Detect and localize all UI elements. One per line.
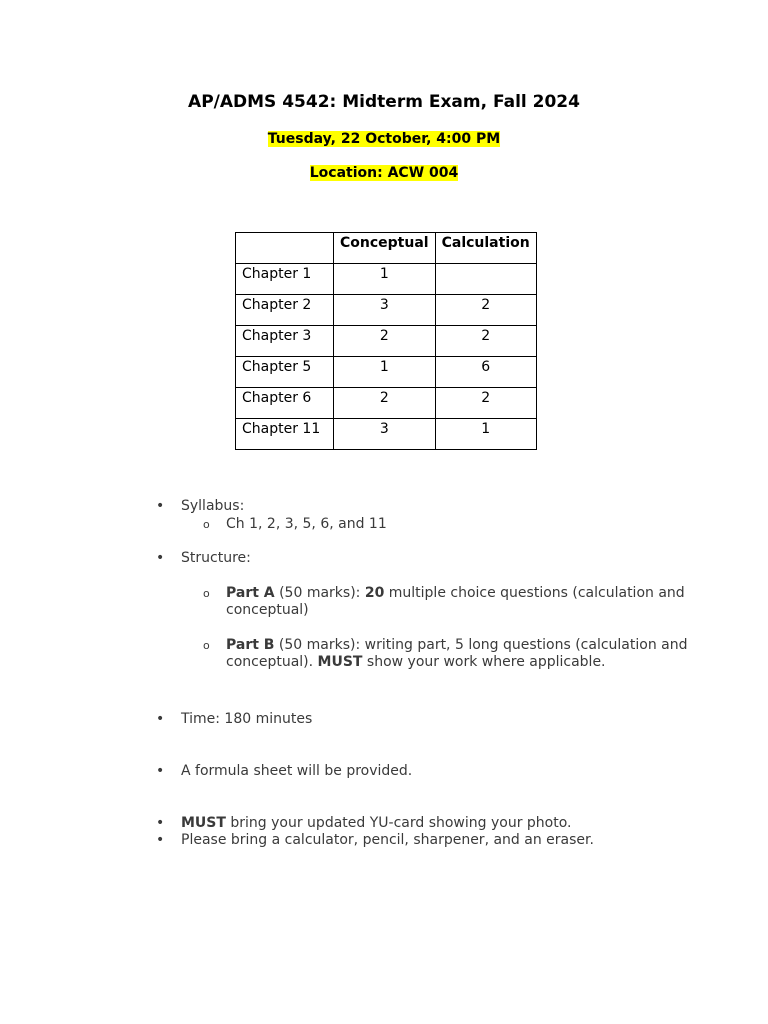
yucard-text bbox=[181, 815, 572, 832]
table-header-blank bbox=[236, 233, 334, 264]
table-cell-conceptual: 3 bbox=[334, 419, 436, 450]
table-cell-chapter: Chapter 11 bbox=[236, 419, 334, 450]
table-cell-calculation: 6 bbox=[435, 357, 536, 388]
table-row bbox=[236, 295, 537, 326]
formula-text: A formula sheet will be provided. bbox=[181, 763, 413, 779]
bullet-dot-icon: • bbox=[156, 832, 165, 848]
table-row bbox=[236, 388, 537, 419]
exam-title: AP/ADMS 4542: Midterm Exam, Fall 2024 bbox=[188, 92, 580, 112]
syllabus-label: Syllabus: bbox=[181, 498, 245, 514]
table-cell-calculation bbox=[435, 264, 536, 295]
sub-bullet-circle-icon: o bbox=[203, 587, 210, 600]
part-a-name: Part A bbox=[226, 585, 275, 601]
table-cell-chapter: Chapter 5 bbox=[236, 357, 334, 388]
part-b-rest: show your work where applicable. bbox=[362, 654, 606, 670]
chapter-question-table bbox=[235, 232, 537, 450]
yucard-must: MUST bbox=[181, 815, 226, 831]
part-b-name: Part B bbox=[226, 637, 275, 653]
bullet-dot-icon: • bbox=[156, 763, 165, 779]
table-cell-calculation: 2 bbox=[435, 326, 536, 357]
table-cell-calculation: 2 bbox=[435, 388, 536, 419]
table-cell-conceptual: 1 bbox=[334, 357, 436, 388]
table-row bbox=[236, 419, 537, 450]
yucard-rest: bring your updated YU-card showing your photo. bbox=[225, 815, 572, 831]
exam-date-line bbox=[0, 131, 768, 147]
supplies-text: Please bring a calculator, pencil, sharpener, and an eraser. bbox=[181, 832, 594, 848]
part-a-description bbox=[226, 585, 696, 619]
part-a-rest: multiple choice questions (calculation and conceptual) bbox=[226, 585, 685, 618]
table-cell-conceptual: 2 bbox=[334, 326, 436, 357]
table-cell-calculation: 1 bbox=[435, 419, 536, 450]
syllabus-detail: Ch 1, 2, 3, 5, 6, and 11 bbox=[226, 516, 387, 532]
table-row bbox=[236, 264, 537, 295]
structure-label: Structure: bbox=[181, 550, 251, 566]
table-cell-calculation: 2 bbox=[435, 295, 536, 326]
time-text: Time: 180 minutes bbox=[181, 711, 313, 727]
sub-bullet-circle-icon: o bbox=[203, 639, 210, 652]
part-b-description bbox=[226, 637, 696, 671]
table-cell-conceptual: 2 bbox=[334, 388, 436, 419]
part-a-marks: (50 marks): bbox=[274, 585, 365, 601]
table-cell-conceptual: 1 bbox=[334, 264, 436, 295]
table-row bbox=[236, 326, 537, 357]
bullet-dot-icon: • bbox=[156, 498, 165, 514]
table-row bbox=[236, 357, 537, 388]
part-a-count: 20 bbox=[364, 585, 385, 601]
table-cell-chapter: Chapter 3 bbox=[236, 326, 334, 357]
bullet-dot-icon: • bbox=[156, 711, 165, 727]
bullet-dot-icon: • bbox=[156, 815, 165, 831]
exam-date-highlight: Tuesday, 22 October, 4:00 PM bbox=[267, 131, 501, 147]
part-b-must: MUST bbox=[317, 654, 363, 670]
table-header-row bbox=[236, 233, 537, 264]
exam-location-line bbox=[0, 165, 768, 181]
exam-location-highlight: Location: ACW 004 bbox=[309, 165, 459, 181]
bullet-dot-icon: • bbox=[156, 550, 165, 566]
table-header-calculation: Calculation bbox=[435, 233, 536, 264]
table-cell-conceptual: 3 bbox=[334, 295, 436, 326]
table-cell-chapter: Chapter 1 bbox=[236, 264, 334, 295]
sub-bullet-circle-icon: o bbox=[203, 518, 210, 531]
table-cell-chapter: Chapter 6 bbox=[236, 388, 334, 419]
table-header-conceptual: Conceptual bbox=[334, 233, 436, 264]
part-b-text: (50 marks): writing part, 5 long questions (calculation and conceptual). bbox=[226, 637, 688, 670]
table-cell-chapter: Chapter 2 bbox=[236, 295, 334, 326]
